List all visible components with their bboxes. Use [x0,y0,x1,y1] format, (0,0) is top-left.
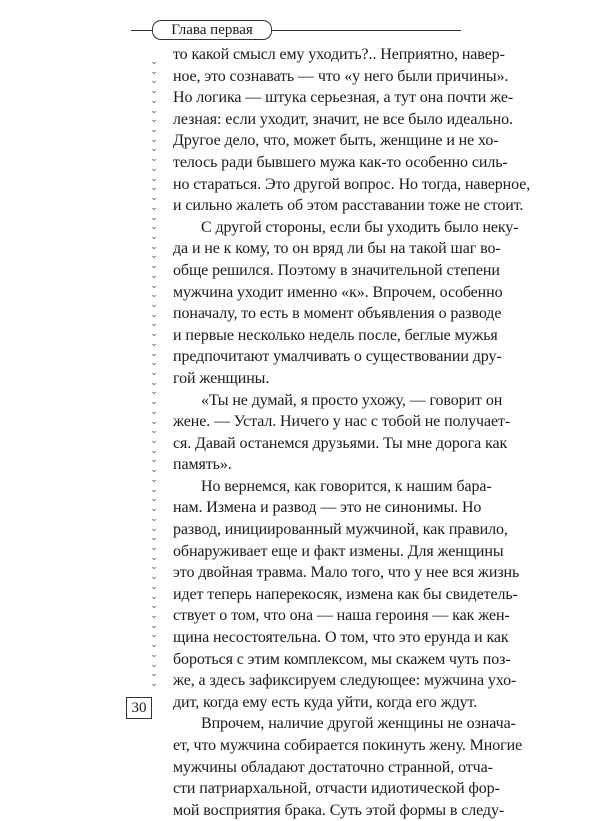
text-line: обнаруживает еще и факт измены. Для женщины [173,542,504,560]
ornament-icon: ⌄ [150,679,158,689]
text-line: и первые несколько недель после, беглые мужья [173,326,498,344]
ornament-icon: ⌄ [150,115,158,126]
text-line: предпочитают умалчивать о существовании дру- [173,348,502,366]
ornament-icon: ⌄ [150,319,158,330]
ornament-icon: ⌄ [150,523,158,534]
ornament-icon: ⌄ [150,581,158,592]
text-line: но стараться. Это другой вопрос. Но тогда, наверное, [173,175,531,193]
ornament-icon: ⌄ [150,377,158,388]
ornament-icon: ⌄ [150,416,158,427]
ornament-icon: ⌄ [150,368,158,378]
ornament-icon: ⌄ [150,105,158,116]
ornament-icon: ⌄ [150,610,158,621]
text-line: мужчины обладают достаточно странной, отча- [173,758,493,776]
paragraph [173,713,523,821]
text-line: же, а здесь зафиксируем следующее: мужчина ухо- [173,672,517,690]
ornament-icon: ⌄ [150,231,158,242]
ornament-icon: ⌄ [150,222,158,233]
ornament-icon: ⌄ [150,76,158,87]
ornament-icon: ⌄ [150,251,158,262]
ornament-icon: ⌄ [150,290,158,301]
ornament-icon: ⌄ [150,212,158,223]
ornament-icon: ⌄ [150,397,158,408]
text-line: идет теперь наперекосяк, измена как бы свидетель- [173,585,518,603]
ornament-icon: ⌄ [150,494,158,505]
ornament-icon: ⌄ [150,533,158,544]
text-line: бороться с этим комплексом, мы скажем чуть поз- [173,650,511,668]
ornament-icon: ⌄ [150,95,158,106]
ornament-icon: ⌄ [150,436,158,447]
text-line: ся. Давай останемся друзьями. Ты мне дорога как [173,434,508,452]
ornament-icon: ⌄ [150,669,158,680]
text-line: сти патриархальной, отчасти идиотической фор- [173,780,500,798]
ornament-icon: ⌄ [150,426,158,437]
ornament-icon: ⌄ [150,630,158,641]
ornament-icon: ⌄ [150,66,158,77]
ornament-icon: ⌄ [150,193,158,204]
ornament-icon: ⌄ [150,591,158,602]
ornament-icon: ⌄ [150,649,158,660]
text-line: мой восприятия брака. Суть этой формы в следу- [173,801,505,819]
paragraph [173,44,531,217]
ornament-icon: ⌄ [150,270,158,281]
ornament-icon: ⌄ [150,387,158,398]
margin-ornament [150,58,158,690]
ornament-icon: ⌄ [150,261,158,272]
body-text [173,44,531,821]
ornament-icon: ⌄ [150,241,158,252]
text-line: развод, инициированный мужчиной, как правило, [173,521,508,539]
text-line: дит, когда ему есть куда уйти, когда его ждут. [173,693,478,711]
text-line: Впрочем, наличие другой женщины не означа- [201,715,516,733]
ornament-icon: ⌄ [150,552,158,563]
text-line: да и не к кому, то он вряд ли бы на такой шаг во- [173,240,501,258]
paragraph [173,390,511,476]
ornament-icon: ⌄ [150,620,158,631]
text-line: мужчина уходит именно «к». Впрочем, особенно [173,283,503,301]
ornament-icon: ⌄ [150,562,158,573]
ornament-icon: ⌄ [150,329,158,340]
text-line: поначалу, то есть в момент объявления о разводе [173,305,502,323]
text-line: ное, это сознавать — что «у него были причины». [173,67,509,85]
text-line: память». [173,456,232,474]
ornament-icon: ⌄ [150,338,158,349]
ornament-icon: ⌄ [150,202,158,213]
paragraph [173,217,519,390]
text-line: щина несостоятельна. О том, что это ерунда и как [173,629,509,647]
text-line: то какой смысл ему уходить?.. Неприятно, навер- [173,46,505,63]
text-line: лезная: если уходит, значит, не все было идеально. [173,110,513,128]
ornament-icon: ⌄ [150,280,158,291]
ornament-icon: ⌄ [150,484,158,495]
text-line: Но логика — штука серьезная, а тут она почти же- [173,89,514,107]
ornament-icon: ⌄ [150,183,158,194]
ornament-icon: ⌄ [150,659,158,670]
chapter-title: Глава первая [152,20,272,40]
text-line: Но вернемся, как говорится, к нашим бара- [201,477,492,495]
ornament-icon: ⌄ [150,474,158,485]
ornament-icon: ⌄ [150,299,158,310]
text-line: «Ты не думай, я просто ухожу, — говорит он [201,391,503,409]
paragraph [173,476,520,714]
ornament-icon: ⌄ [150,163,158,174]
ornament-icon: ⌄ [150,154,158,165]
text-line: С другой стороны, если бы уходить было неку- [201,218,519,236]
text-line: Другое дело, что, может быть, женщине и не хо- [173,132,499,150]
ornament-icon: ⌄ [150,513,158,524]
text-line: гой женщины. [173,369,270,387]
ornament-icon: ⌄ [150,358,158,369]
text-line: обще решился. Поэтому в значительной степени [173,261,500,279]
ornament-icon: ⌄ [150,86,158,97]
ornament-icon: ⌄ [150,58,158,67]
ornament-icon: ⌄ [150,406,158,417]
ornament-icon: ⌄ [150,455,158,466]
ornament-icon: ⌄ [150,348,158,359]
text-line: это двойная травма. Мало того, что у нее вся жизнь [173,564,520,582]
ornament-icon: ⌄ [150,445,158,456]
text-line: жене. — Устал. Ничего у нас с тобой не получает- [173,413,511,431]
ornament-icon: ⌄ [150,144,158,155]
text-line: ет, что мужчина собирается покинуть жену. Многие [173,737,523,754]
ornament-icon: ⌄ [150,134,158,145]
ornament-icon: ⌄ [150,309,158,320]
page-number: 30 [126,697,152,719]
ornament-icon: ⌄ [150,572,158,583]
text-line: и сильно жалеть об этом расставании тоже не стоит. [173,197,524,215]
ornament-icon: ⌄ [150,125,158,136]
ornament-icon: ⌄ [150,640,158,651]
text-line: телось ради бывшего мужа как-то особенно силь- [173,153,508,171]
text-line: нам. Измена и развод — это не синонимы. Но [173,499,482,517]
ornament-icon: ⌄ [150,465,158,476]
ornament-icon: ⌄ [150,504,158,515]
ornament-icon: ⌄ [150,542,158,553]
ornament-icon: ⌄ [150,601,158,612]
text-line: ствует о том, что она — наша героиня — как жен- [173,607,510,625]
ornament-icon: ⌄ [150,173,158,184]
